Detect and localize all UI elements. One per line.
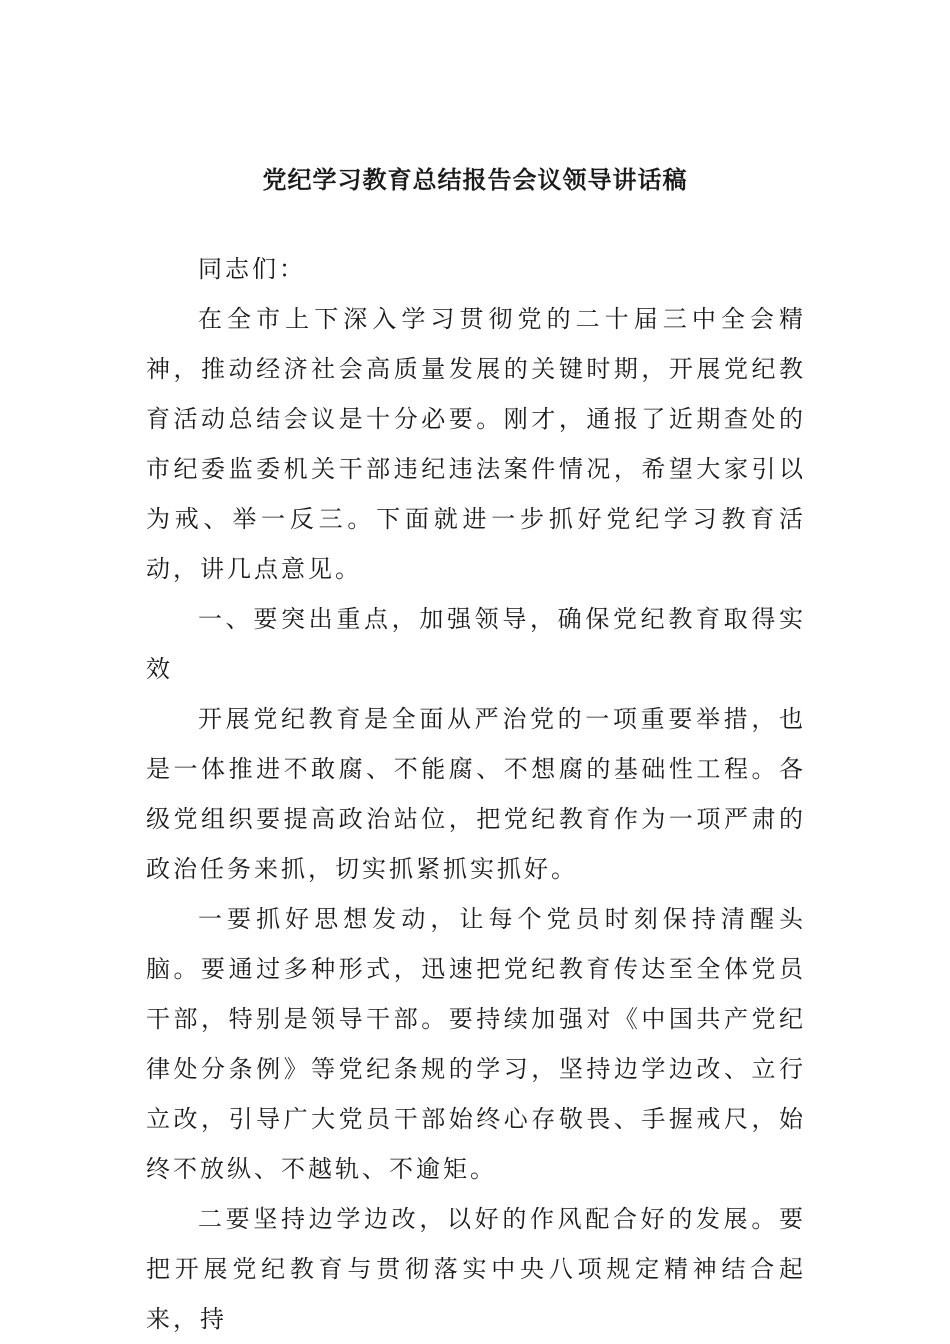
document-title: 党纪学习教育总结报告会议领导讲话稿 bbox=[262, 166, 688, 194]
paragraph: 开展党纪教育是全面从严治党的一项重要举措，也是一体推进不敢腐、不能腐、不想腐的基础性工程。各级党组织要提高政治站位，把党纪教育作为一项严肃的政治任务来抓，切实抓紧抓实抓好。 bbox=[146, 705, 806, 883]
paragraph: 二要坚持边学边改，以好的作风配合好的发展。要把开展党纪教育与贯彻落实中央八项规定精神结合起来，持 bbox=[146, 1205, 806, 1333]
section-heading-1: 一、要突出重点，加强领导，确保党纪教育取得实效 bbox=[146, 605, 806, 683]
paragraph-intro: 在全市上下深入学习贯彻党的二十届三中全会精神，推动经济社会高质量发展的关键时期，开展党纪教育活动总结会议是十分必要。刚才，通报了近期查处的市纪委监委机关干部违纪违法案件情况，希望大家引以为戒、举一反三。下面就进一步抓好党纪学习教育活动，讲几点意见。 bbox=[146, 305, 806, 583]
document-body bbox=[146, 244, 806, 1344]
salutation: 同志们： bbox=[198, 255, 306, 283]
paragraph: 一要抓好思想发动，让每个党员时刻保持清醒头脑。要通过多种形式，迅速把党纪教育传达至全体党员干部，特别是领导干部。要持续加强对《中国共产党纪律处分条例》等党纪条规的学习，坚持边学边改、立行立改，引导广大党员干部始终心存敬畏、手握戒尺，始终不放纵、不越轨、不逾矩。 bbox=[146, 905, 806, 1183]
